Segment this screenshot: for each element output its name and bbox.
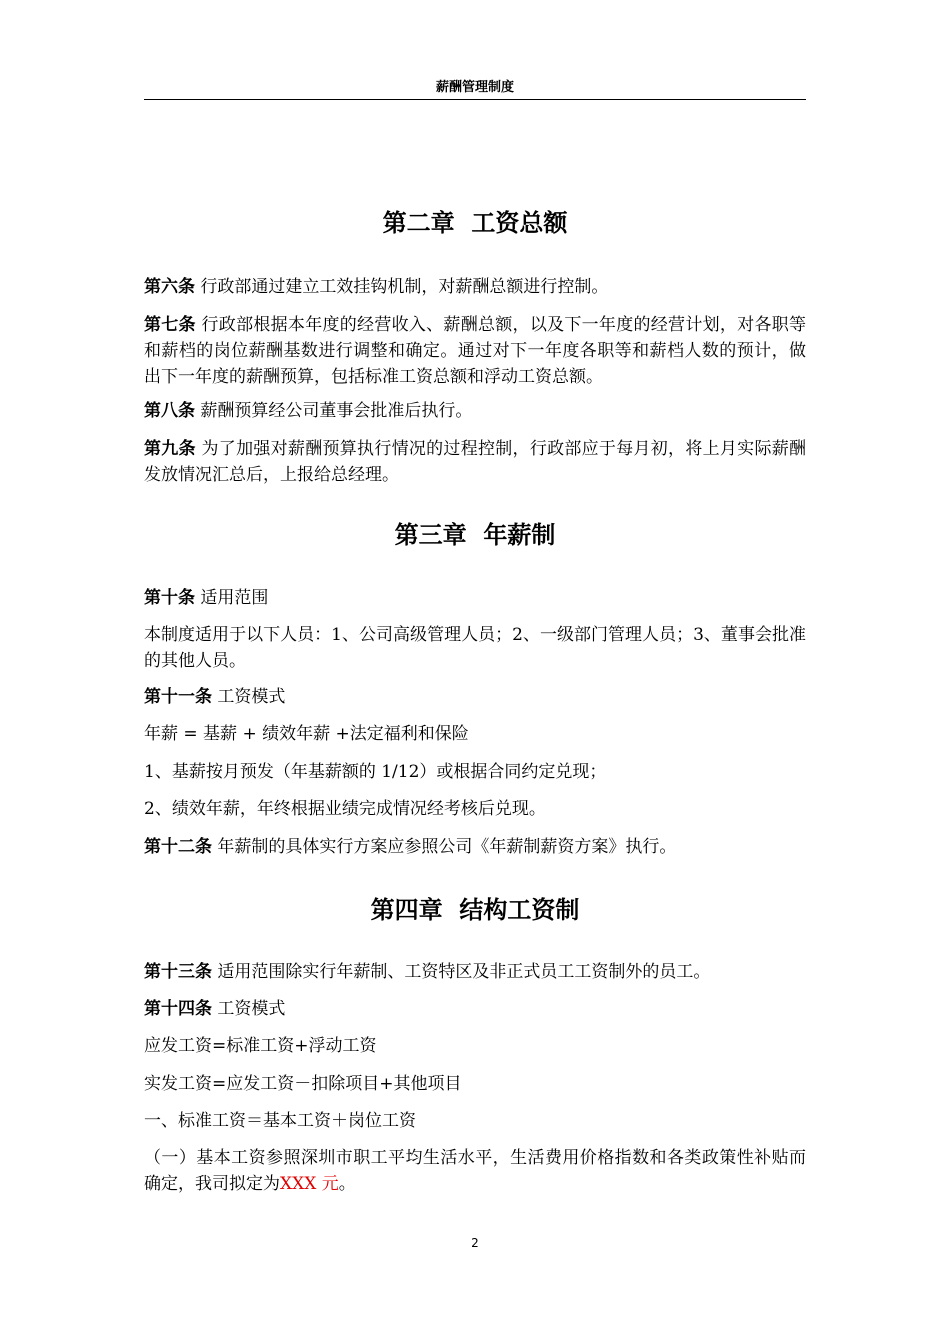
article-14 [144, 996, 806, 1022]
basic-pay-end: 。 [338, 1174, 356, 1194]
article-text: 行政部根据本年度的经营收入、薪酬总额，以及下一年度的经营计划，对各职等和薪档的岗位薪酬基数进行调整和确定。通过对下一年度各职等和薪档人数的预计，做出下一年度的薪酬预算，包括标准工资总额和浮动工资总额。 [144, 315, 807, 387]
article-label: 第十三条 [144, 962, 212, 982]
chapter-2-title: 第二章 工资总额 [382, 209, 568, 237]
basic-pay-paragraph [144, 1145, 806, 1197]
article-label: 第六条 [144, 277, 195, 297]
article-13 [144, 959, 806, 985]
article-label: 第十一条 [144, 687, 212, 707]
net-pay-formula: 实发工资=应发工资－扣除项目+其他项目 [144, 1074, 462, 1094]
list-item-2: 2、绩效年薪，年终根据业绩完成情况经考核后兑现。 [144, 799, 546, 819]
article-text: 为了加强对薪酬预算执行情况的过程控制，行政部应于每月初，将上月实际薪酬发放情况汇总后，上报给总经理。 [144, 439, 807, 485]
article-text: 工资模式 [212, 687, 286, 707]
article-6 [144, 274, 806, 300]
article-10 [144, 585, 806, 611]
article-label: 第十二条 [144, 837, 212, 857]
article-label: 第十条 [144, 588, 195, 608]
article-label: 第七条 [144, 315, 196, 335]
chapter-4-title: 第四章 结构工资制 [370, 896, 580, 924]
page-header: 薪酬管理制度 [144, 80, 806, 100]
list-item-1: 1、基薪按月预发（年基薪额的 1/12）或根据合同约定兑现； [144, 762, 607, 782]
article-7 [144, 312, 806, 390]
article-label: 第十四条 [144, 999, 212, 1019]
article-label: 第九条 [144, 439, 196, 459]
article-text: 年薪制的具体实行方案应参照公司《年薪制薪资方案》执行。 [212, 837, 677, 857]
article-text: 行政部通过建立工效挂钩机制，对薪酬总额进行控制。 [195, 277, 609, 297]
article-text: 适用范围 [195, 588, 269, 608]
article-11 [144, 684, 806, 710]
article-12 [144, 834, 806, 860]
annual-salary-formula: 年薪 = 基薪 + 绩效年薪 +法定福利和保险 [144, 724, 469, 744]
basic-pay-amount: XXX 元 [280, 1174, 339, 1194]
article-9 [144, 436, 806, 488]
chapter-3-title: 第三章 年薪制 [394, 521, 556, 549]
scope-text: 本制度适用于以下人员：1、公司高级管理人员；2、一级部门管理人员；3、董事会批准的其他人员。 [144, 625, 806, 671]
gross-pay-formula: 应发工资=标准工资+浮动工资 [144, 1036, 377, 1056]
article-text: 薪酬预算经公司董事会批准后执行。 [195, 401, 473, 421]
article-text: 适用范围除实行年薪制、工资特区及非正式员工工资制外的员工。 [212, 962, 711, 982]
page-number: 2 [471, 1236, 479, 1250]
standard-pay-formula: 一、标准工资＝基本工资＋岗位工资 [144, 1111, 416, 1131]
article-label: 第八条 [144, 401, 195, 421]
article-8 [144, 398, 806, 424]
basic-pay-text: （一）基本工资参照深圳市职工平均生活水平，生活费用价格指数和各类政策性补贴而确定，我司拟定为 [144, 1148, 806, 1194]
article-text: 工资模式 [212, 999, 286, 1019]
